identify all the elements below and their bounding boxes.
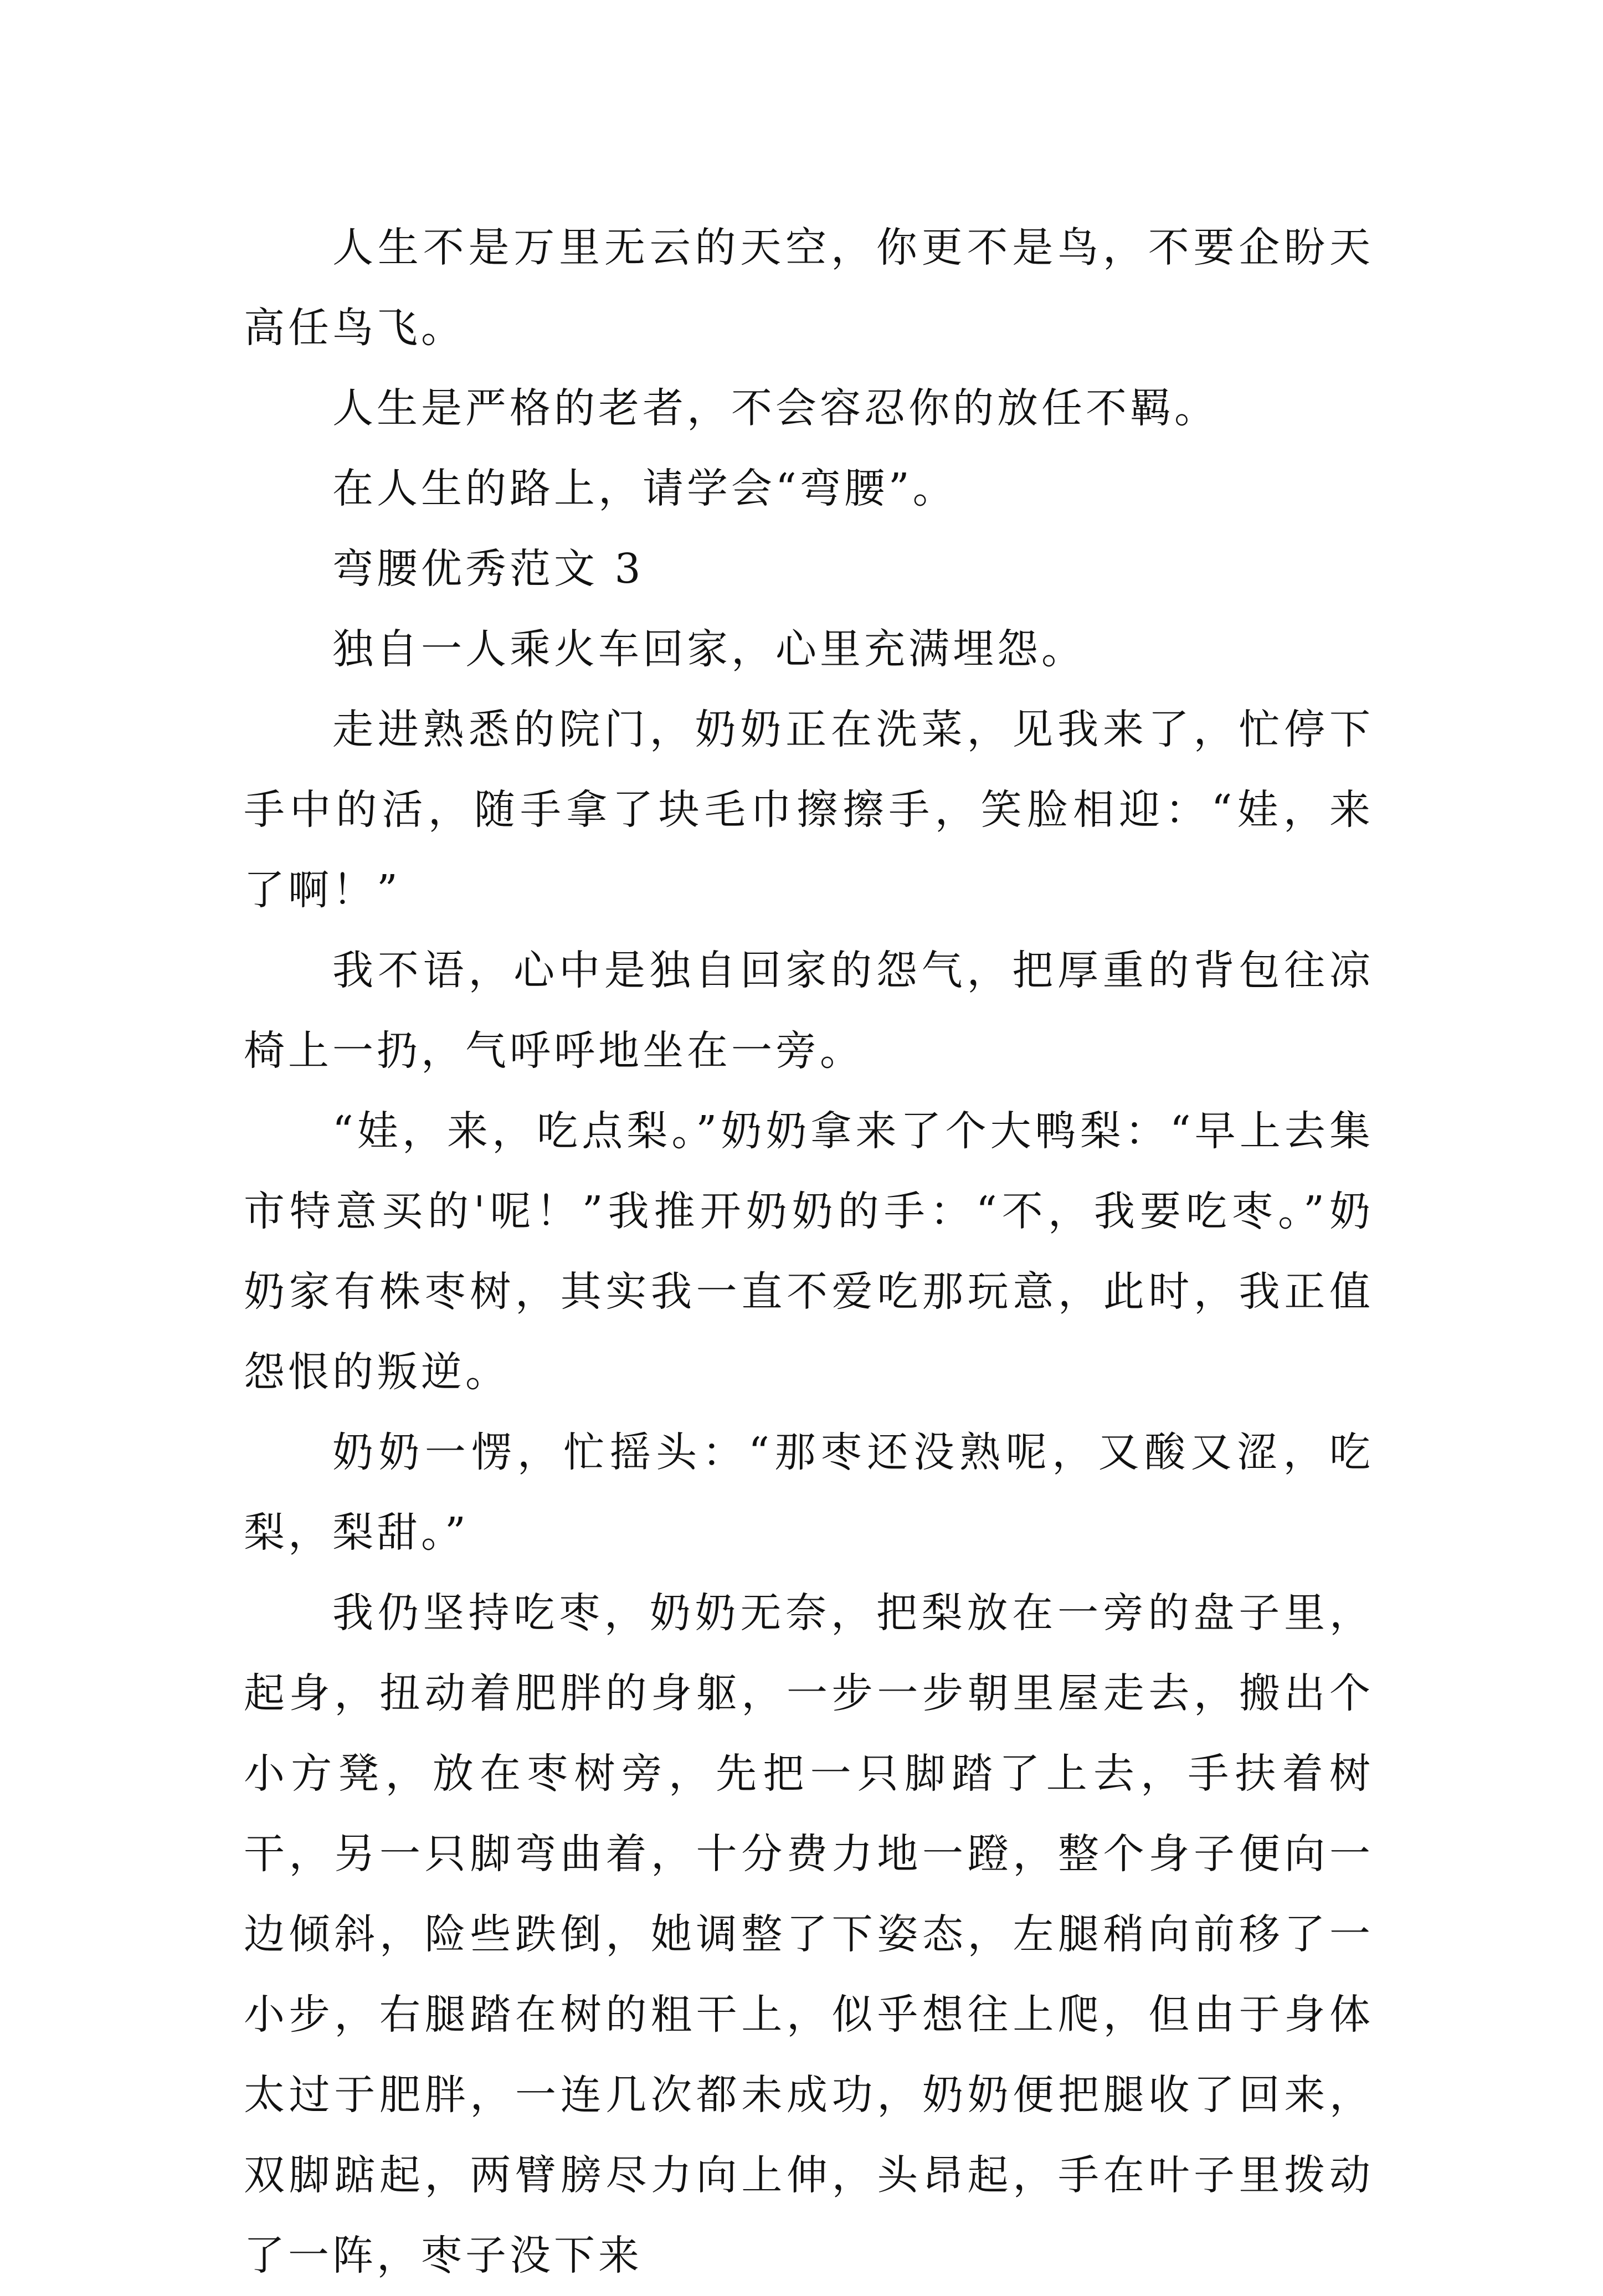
paragraph: 走进熟悉的院门，奶奶正在洗菜，见我来了，忙停下手中的活，随手拿了块毛巾擦擦手，笑脸相迎：“娃，来了啊！” xyxy=(244,706,1374,914)
section-heading: 弯腰优秀范文 3 xyxy=(332,545,644,593)
paragraph: 人生不是万里无云的天空，你更不是鸟，不要企盼天高任鸟飞。 xyxy=(244,224,1374,352)
paragraph: 奶奶一愣，忙摇头：“那枣还没熟呢，又酸又涩，吃梨，梨甜。” xyxy=(244,1429,1374,1557)
paragraph: 独自一人乘火车回家，心里充满埋怨。 xyxy=(332,625,1086,673)
paragraph: 在人生的路上，请学会“弯腰”。 xyxy=(332,465,957,512)
paragraph: 我不语，心中是独自回家的怨气，把厚重的背包往凉椅上一扔，气呼呼地坐在一旁。 xyxy=(244,947,1374,1075)
paragraph: 我仍坚持吃枣，奶奶无奈，把梨放在一旁的盘子里，起身，扭动着肥胖的身躯，一步一步朝里屋走去，搬出个小方凳，放在枣树旁，先把一只脚踏了上去，手扶着树干，另一只脚弯曲着，十分费力地一蹬，整个身子便向一边倾斜，险些跌倒，她调整了下姿态，左腿稍向前移了一小步，右腿踏在树的粗干上，似乎想往上爬，但由于身体太过于肥胖，一连几次都未成功，奶奶便把腿收了回来，双脚踮起，两臂膀尽力向上伸，头昂起，手在叶子里拨动了一阵，枣子没下来 xyxy=(244,1589,1374,2279)
paragraph: “娃，来，吃点梨。”奶奶拿来了个大鸭梨：“早上去集市特意买的'呢！”我推开奶奶的手：“不，我要吃枣。”奶奶家有株枣树，其实我一直不爱吃那玩意，此时，我正值怨恨的叛逆。 xyxy=(244,1107,1374,1396)
essay-body xyxy=(244,208,1374,2296)
paragraph: 人生是严格的老者，不会容忍你的放任不羁。 xyxy=(332,384,1219,432)
